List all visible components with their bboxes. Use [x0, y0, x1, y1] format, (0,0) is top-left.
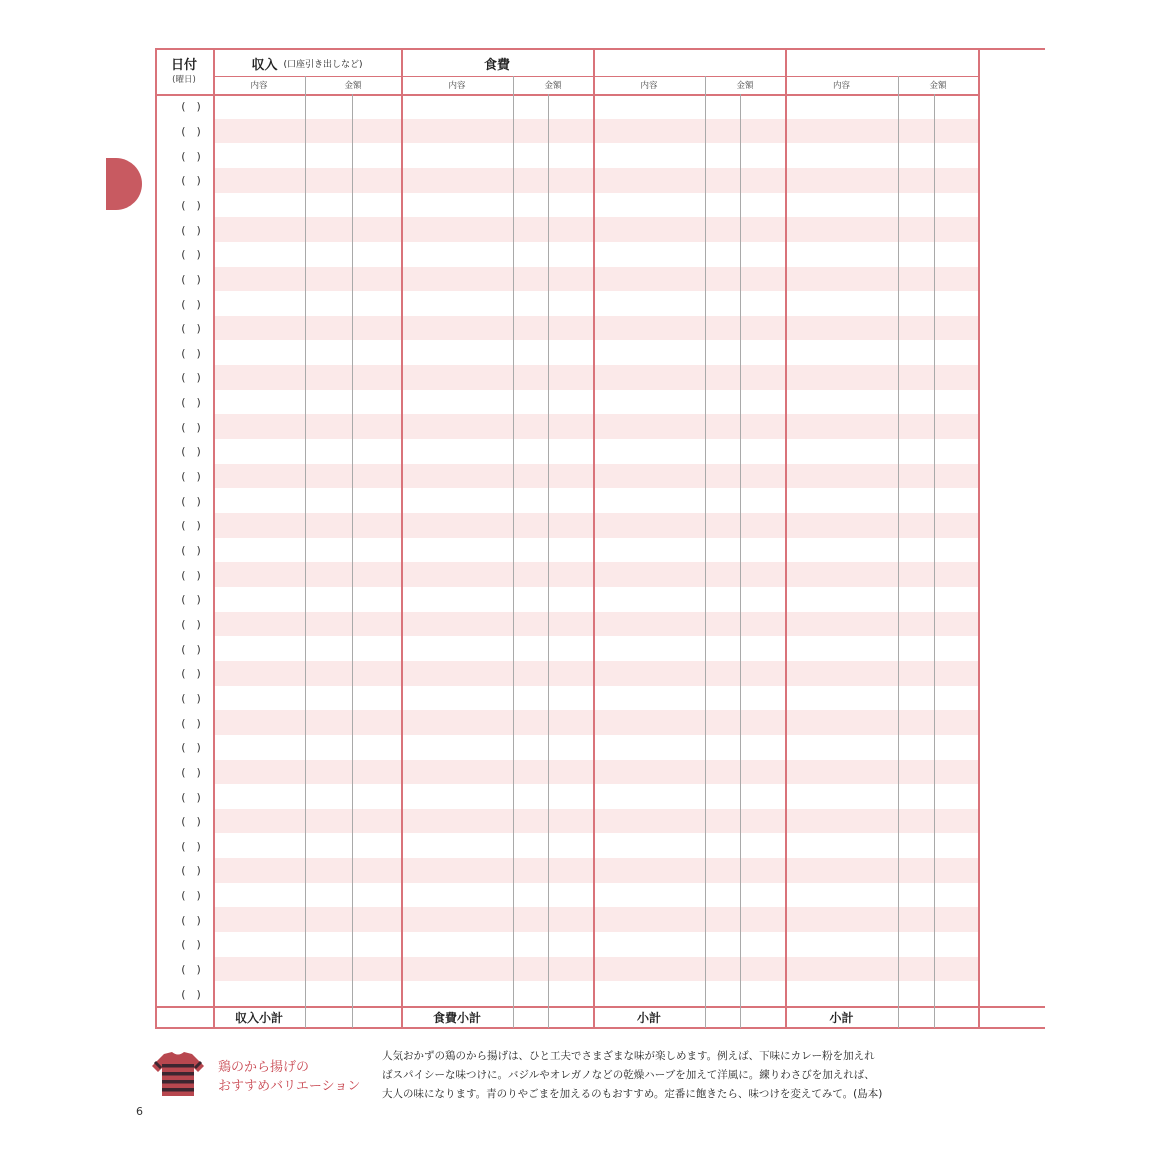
column-title-1 — [213, 50, 401, 76]
column-title-note: (口座引き出しなど) — [283, 59, 363, 70]
date-header: 日付 — [170, 57, 197, 73]
subheader-content: 内容 — [448, 81, 466, 91]
amount-inner-line — [934, 94, 935, 1028]
weekday-paren: ( ) — [181, 963, 201, 977]
row-stripe — [213, 907, 978, 932]
subheader-amount: 金額 — [344, 81, 362, 91]
weekday-paren: ( ) — [181, 741, 201, 755]
column-separator — [593, 48, 595, 1028]
row-stripe — [213, 316, 978, 341]
weekday-paren: ( ) — [181, 346, 201, 360]
tip-title-line2: おすすめバリエーション — [218, 1079, 361, 1094]
row-stripe — [213, 562, 978, 587]
sweater-icon — [150, 1050, 206, 1098]
weekday-paren: ( ) — [181, 642, 201, 656]
row-stripe — [213, 858, 978, 883]
column-separator — [978, 48, 980, 1028]
weekday-paren: ( ) — [181, 420, 201, 434]
weekday-paren: ( ) — [181, 174, 201, 188]
side-index-tab — [106, 158, 142, 210]
weekday-paren: ( ) — [181, 494, 201, 508]
row-stripe — [213, 464, 978, 489]
weekday-paren: ( ) — [181, 691, 201, 705]
weekday-paren: ( ) — [181, 124, 201, 138]
weekday-paren: ( ) — [181, 223, 201, 237]
weekday-paren: ( ) — [181, 519, 201, 533]
weekday-paren: ( ) — [181, 396, 201, 410]
header-bottom-line — [155, 94, 978, 96]
weekday-paren: ( ) — [181, 790, 201, 804]
row-stripe — [213, 760, 978, 785]
column-title-text: 食費 — [483, 57, 510, 73]
page-number: 6 — [136, 1105, 143, 1118]
weekday-paren: ( ) — [181, 617, 201, 631]
row-stripe — [213, 365, 978, 390]
weekday-paren: ( ) — [181, 593, 201, 607]
weekday-paren: ( ) — [181, 839, 201, 853]
amount-inner-line — [740, 94, 741, 1028]
row-stripe — [213, 710, 978, 735]
subheader-content: 内容 — [640, 81, 658, 91]
content-amount-separator — [705, 76, 706, 1028]
weekday-paren: ( ) — [181, 272, 201, 286]
subheader-content: 内容 — [832, 81, 850, 91]
tip-line-2: ばスパイシーな味つけに。バジルやオレガノなどの乾燥ハーブを加えて洋風に。練りわさびを加えれば、 — [382, 1069, 875, 1081]
row-stripe — [213, 414, 978, 439]
weekday-paren: ( ) — [181, 716, 201, 730]
row-stripe — [213, 217, 978, 242]
weekday-paren: ( ) — [181, 322, 201, 336]
weekday-paren: ( ) — [181, 987, 201, 1001]
subtotal-label: 食費小計 — [432, 1010, 481, 1025]
row-stripe — [213, 612, 978, 637]
subtotal-label: 小計 — [636, 1010, 661, 1025]
tip-title — [218, 1058, 360, 1096]
weekday-paren: ( ) — [181, 544, 201, 557]
weekday-paren: ( ) — [181, 470, 201, 484]
weekday-paren: ( ) — [181, 913, 201, 927]
weekday-paren: ( ) — [181, 815, 201, 829]
weekday-paren: ( ) — [181, 864, 201, 878]
subheader-amount: 金額 — [929, 81, 947, 91]
column-title-4 — [785, 50, 978, 76]
weekday-paren: ( ) — [181, 248, 201, 262]
weekday-paren: ( ) — [181, 765, 201, 779]
content-amount-separator — [898, 76, 899, 1028]
weekday-paren: ( ) — [181, 100, 201, 114]
tip-body — [382, 1047, 982, 1104]
weekday-paren: ( ) — [181, 297, 201, 311]
row-stripe — [213, 119, 978, 144]
weekday-paren: ( ) — [181, 371, 201, 385]
row-stripe — [213, 809, 978, 834]
amount-inner-line — [352, 94, 353, 1028]
weekday-paren: ( ) — [181, 938, 201, 952]
column-separator — [401, 48, 403, 1028]
content-amount-separator — [513, 76, 514, 1028]
weekday-paren: ( ) — [181, 667, 201, 681]
subheader-content: 内容 — [250, 81, 268, 91]
row-stripe — [213, 513, 978, 538]
column-separator — [785, 48, 787, 1028]
content-amount-separator — [305, 76, 306, 1028]
subtotal-label: 小計 — [829, 1010, 854, 1025]
weekday-paren: ( ) — [181, 445, 201, 459]
amount-inner-line — [548, 94, 549, 1028]
weekday-paren: ( ) — [181, 198, 201, 212]
weekday-paren: ( ) — [181, 889, 201, 903]
subtotal-label: 収入小計 — [234, 1010, 283, 1025]
table-left-border — [155, 48, 157, 1028]
tip-title-line1: 鶏のから揚げの — [218, 1060, 310, 1075]
tip-line-1: 人気おかずの鶏のから揚げは、ひと工夫でさまざまな味が楽しめます。例えば、下味にカレー粉を加えれ — [382, 1050, 875, 1062]
row-stripe — [213, 661, 978, 686]
column-title-text: 収入 — [251, 57, 278, 73]
subheader-amount: 金額 — [544, 81, 562, 91]
weekday-paren: ( ) — [181, 568, 201, 582]
weekday-header: (曜日) — [172, 75, 196, 85]
row-stripe — [213, 957, 978, 982]
column-title-3 — [593, 50, 785, 76]
row-stripe — [213, 267, 978, 292]
subheader-amount: 金額 — [736, 81, 754, 91]
weekday-paren: ( ) — [181, 149, 201, 163]
tip-line-3: 大人の味になります。青のりやごまを加えるのもおすすめ。定番に飽きたら、味つけを変えてみて。(島本) — [382, 1088, 883, 1100]
column-title-2 — [401, 50, 593, 76]
column-separator — [213, 48, 215, 1028]
row-stripe — [213, 168, 978, 193]
